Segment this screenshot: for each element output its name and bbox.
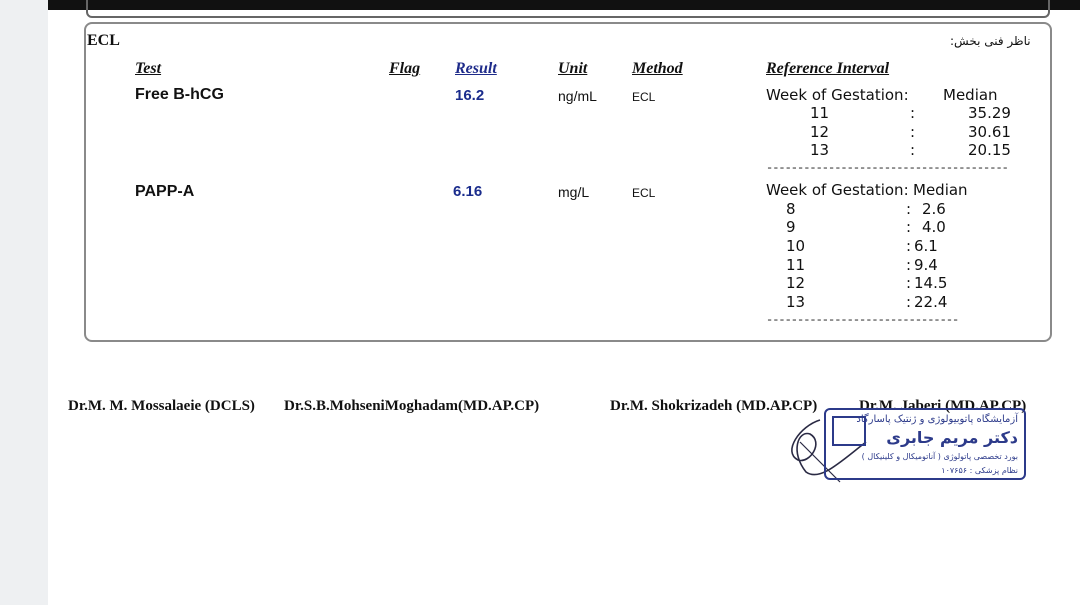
column-header-unit: Unit [558, 60, 588, 77]
ref-week: 13 [810, 141, 830, 159]
signature-name: Dr.M. Jaberi (MD.AP.CP) [859, 398, 1027, 414]
ref-median: 35.29 [968, 104, 1011, 122]
ref-median-header: Median [943, 86, 998, 104]
supervisor-label: ناظر فنی بخش: [950, 34, 1031, 48]
test-result: 16.2 [455, 87, 485, 104]
test-name: PAPP-A [135, 183, 195, 200]
ref-median-header: Median [913, 181, 968, 199]
ref-colon: : [906, 293, 912, 311]
ref-median: 9.4 [914, 256, 938, 274]
column-header-method: Method [632, 60, 683, 77]
test-unit: ng/mL [558, 88, 597, 104]
column-header-test: Test [135, 60, 162, 77]
signature-name: Dr.M. M. Mossalaeie (DCLS) [68, 398, 255, 414]
signature-name: Dr.M. Shokrizadeh (MD.AP.CP) [610, 398, 818, 414]
test-method: ECL [632, 90, 656, 104]
ref-week: 10 [786, 237, 806, 255]
ref-median: 4.0 [922, 218, 946, 236]
ref-week: 12 [786, 274, 806, 292]
ref-colon: : [910, 123, 916, 141]
ref-week: 12 [810, 123, 830, 141]
column-header-reference: Reference Interval [766, 60, 890, 77]
test-method: ECL [632, 186, 656, 200]
ref-separator: ------------------------------- [766, 313, 959, 327]
ref-colon: : [906, 274, 912, 292]
ref-week: 9 [786, 218, 796, 236]
ref-colon: : [906, 256, 912, 274]
ref-median: 30.61 [968, 123, 1011, 141]
ref-colon: : [906, 218, 912, 236]
stamp-license: نظام پزشکی : ۱۰۷۶۵۶ [941, 466, 1018, 475]
signature-name: Dr.S.B.MohseniMoghadam(MD.AP.CP) [284, 398, 540, 414]
column-header-result: Result [455, 60, 497, 77]
ref-colon: : [910, 104, 916, 122]
ref-week-header: Week of Gestation: [766, 86, 909, 104]
ref-separator: --------------------------------------- [766, 161, 1008, 175]
ref-week: 11 [810, 104, 830, 122]
ref-colon: : [906, 200, 912, 218]
section-title: ECL [87, 32, 120, 49]
test-result: 6.16 [453, 183, 483, 200]
test-unit: mg/L [558, 184, 590, 200]
ref-median: 20.15 [968, 141, 1011, 159]
stamp-doctor-name: دکتر مریم جابری [886, 428, 1018, 447]
ref-median: 22.4 [914, 293, 948, 311]
ref-week: 13 [786, 293, 806, 311]
previous-box-edge [86, 0, 1050, 18]
stamp-line: آزمایشگاه پاتوبیولوژی و ژنتیک پاسارگاد [856, 414, 1018, 425]
left-margin-strip [0, 0, 48, 605]
ref-week: 11 [786, 256, 806, 274]
ref-week: 8 [786, 200, 796, 218]
ref-median: 2.6 [922, 200, 946, 218]
column-header-flag: Flag [389, 60, 421, 77]
stamp-line: بورد تخصصی پاتولوژی ( آناتومیکال و کلینیکال ) [861, 452, 1018, 461]
lab-stamp [824, 408, 1026, 480]
test-name: Free B-hCG [135, 86, 224, 103]
ref-median: 14.5 [914, 274, 948, 292]
ref-median: 6.1 [914, 237, 938, 255]
ref-colon: : [906, 237, 912, 255]
ref-week-header: Week of Gestation: [766, 181, 909, 199]
ref-colon: : [910, 141, 916, 159]
